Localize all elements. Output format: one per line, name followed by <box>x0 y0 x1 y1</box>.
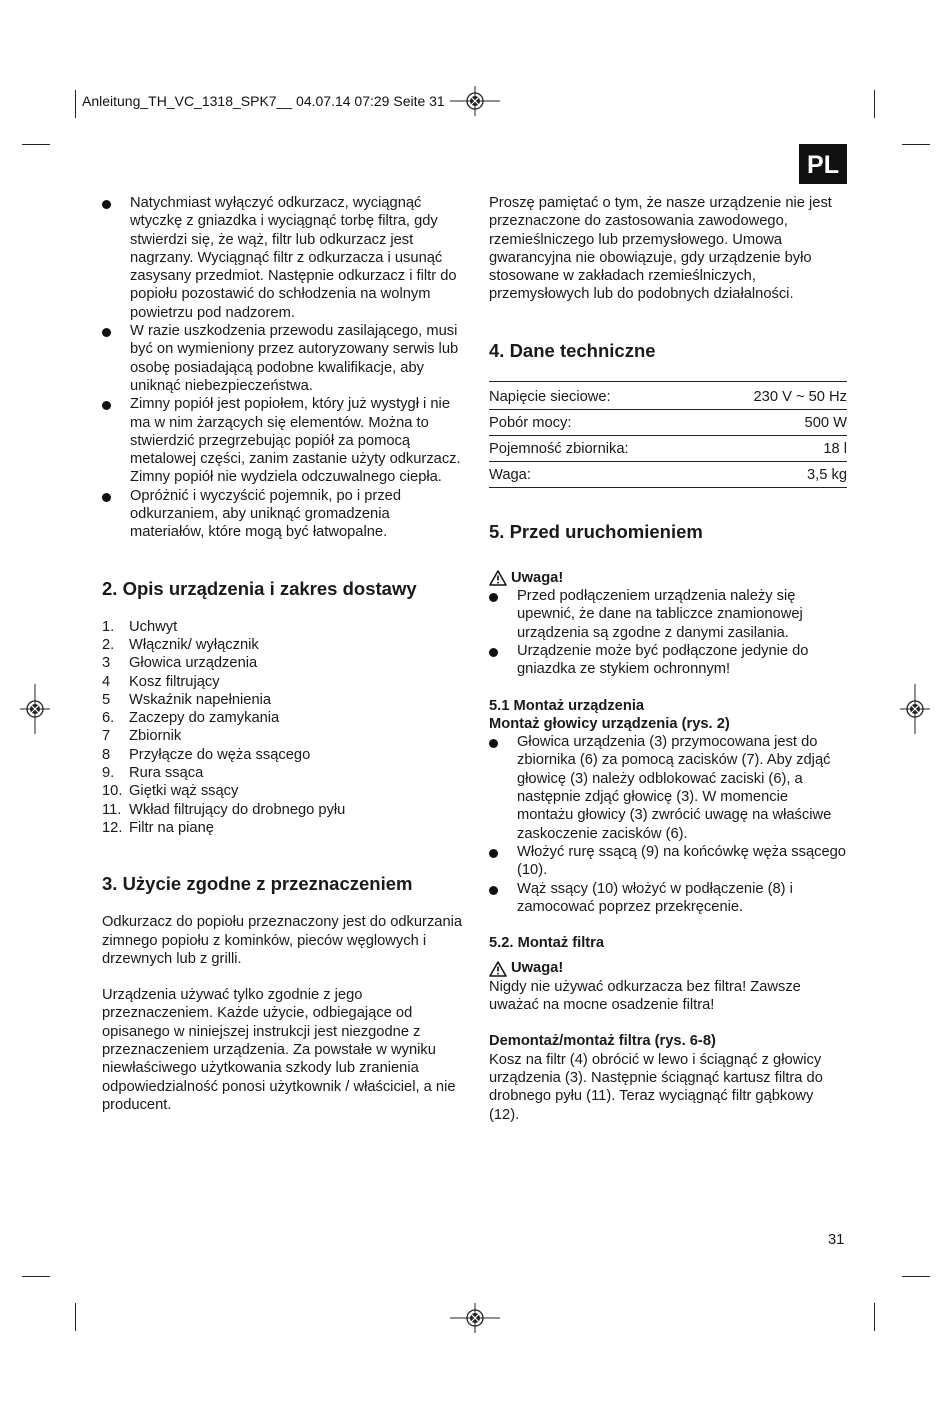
subsection-5-1-heading: 5.1 Montaż urządzenia <box>489 697 645 714</box>
right-column <box>489 194 847 1124</box>
list-item: 10. Giętki wąż ssący <box>102 783 239 800</box>
section-5-heading: 5. Przed uruchomieniem <box>489 520 703 542</box>
tech-data-table <box>489 381 847 488</box>
list-item: Głowica urządzenia (3) przymocowana jest do zbiornika (6) za pomocą zacisków (7). Aby zdjąć głowicę (3) należy odblokować zaciski (6), a następnie zdjąć głowicę (3). W momencie montażu głowicy (3) zwrócić uwagę na właściwe zaskoczenie zacisków (6). <box>489 733 847 843</box>
warning-label: Uwaga! <box>489 959 847 977</box>
section-2-heading: 2. Opis urządzenia i zakres dostawy <box>102 577 417 599</box>
list-item: Wąż ssący (10) włożyć w podłączenie (8) i zamocować poprzez przekręcenie. <box>489 880 847 917</box>
list-item <box>102 487 464 542</box>
bullet-icon <box>489 886 498 895</box>
list-item <box>102 395 464 486</box>
list-item: 11. Wkład filtrujący do drobnego pyłu <box>102 801 346 818</box>
bullet-icon <box>489 593 498 602</box>
crop-mark <box>902 1276 930 1277</box>
left-column <box>102 194 464 1114</box>
list-item: 7 Zbiornik <box>102 728 182 745</box>
crop-mark <box>902 144 930 145</box>
registration-mark-icon <box>450 86 500 116</box>
list-item: 2. Włącznik/ wyłącznik <box>102 636 259 653</box>
registration-mark-icon <box>900 684 930 734</box>
section-4-heading: 4. Dane techniczne <box>489 339 656 361</box>
bullet-icon <box>102 200 111 209</box>
subsection-5-2-heading: 5.2. Montaż filtra <box>489 935 605 952</box>
crop-mark <box>75 90 76 118</box>
crop-mark <box>874 90 875 118</box>
registration-mark-icon <box>20 684 50 734</box>
warning-triangle-icon <box>489 570 507 586</box>
list-item: 8 Przyłącze do węża ssącego <box>102 746 311 763</box>
crop-mark <box>22 1276 50 1277</box>
bullet-icon <box>102 328 111 337</box>
language-badge: PL <box>799 144 847 184</box>
list-item: Urządzenie może być podłączone jedynie do gniazdka ze stykiem ochronnym! <box>489 642 847 679</box>
filter-paragraph: Kosz na filtr (4) obrócić w lewo i ściągnąć z głowicy urządzenia (3). Następnie ściągnąć kartusz filtra do drobnego pyłu (11). Teraz wyciągnąć filtr gąbkowy (12). <box>489 1051 823 1123</box>
list-item: 4 Kosz filtrujący <box>102 673 220 690</box>
subsection-5-1-subheading: Montaż głowicy urządzenia (rys. 2) <box>489 715 730 732</box>
list-item <box>102 322 464 395</box>
bullet-text: Natychmiast wyłączyć odkurzacz, wyciągnąć wtyczkę z gniazdka i wyciągnąć torbę filtra, gdy stwierdzi się, że wąż, filtr lub odkurzacz jest nagrzany. Wyciągnąć filtr z odkurzacza i usunąć zasysany przedmiot. Następnie odkurzacz i filtr do popiołu pozostawić do schłodzenia na wolnym powietrzu pod nadzorem. <box>130 195 457 321</box>
bullet-icon <box>489 648 498 657</box>
warning-text: Nigdy nie używać odkurzacza bez filtra! Zawsze uważać na mocne osadzenie filtra! <box>489 978 801 1014</box>
page-number: 31 <box>828 1232 845 1248</box>
bullet-text: Opróżnić i wyczyścić pojemnik, po i przed odkurzaniem, aby uniknąć gromadzenia materiałów, które mogą być łatwopalne. <box>130 487 401 541</box>
warning-triangle-icon <box>489 961 507 977</box>
intro-paragraph: Proszę pamiętać o tym, że nasze urządzenie nie jest przeznaczone do zastosowania zawodowego, rzemieślniczego lub przemysłowego. Umowa gwarancyjna nie obowiązuje, gdy urządzenie było stosowane w zakładach rzemieślniczych, przemysłowych lub do podobnych działalności. <box>489 195 832 303</box>
crop-mark <box>874 1303 875 1331</box>
list-item: 6. Zaczepy do zamykania <box>102 710 280 727</box>
parts-list <box>102 618 464 838</box>
crop-mark <box>75 1303 76 1331</box>
crop-mark <box>22 144 50 145</box>
table-row: Napięcie sieciowe: 230 V ~ 50 Hz <box>489 381 847 409</box>
list-item: Włożyć rurę ssącą (9) na końcówkę węża ssącego (10). <box>489 843 847 880</box>
bullet-icon <box>102 401 111 410</box>
usage-paragraph: Urządzenia używać tylko zgodnie z jego przeznaczeniem. Każde użycie, odbiegające od opisanego w niniejszej instrukcji jest niezgodne z przeznaczeniem urządzenia. Za powstałe w wyniku niewłaściwego użytkowania szkody lub zranienia odpowiedzialność ponosi użytkownik / właściciel, a nie producent. <box>102 987 456 1113</box>
bullet-icon <box>102 493 111 502</box>
registration-mark-icon <box>450 1303 500 1333</box>
table-row: Pojemność zbiornika: 18 l <box>489 435 847 461</box>
bullet-icon <box>489 739 498 748</box>
list-item: 5 Wskaźnik napełnienia <box>102 691 272 708</box>
list-item: 9. Rura ssąca <box>102 765 204 782</box>
list-item: 3 Głowica urządzenia <box>102 655 258 672</box>
list-item: 1. Uchwyt <box>102 618 178 635</box>
list-item: Przed podłączeniem urządzenia należy się upewnić, że dane na tabliczce znamionowej urządzenia są zgodne z danymi zasilania. <box>489 587 847 642</box>
filter-subheading: Demontaż/montaż filtra (rys. 6-8) <box>489 1033 716 1050</box>
section-3-heading: 3. Użycie zgodne z przeznaczeniem <box>102 873 413 895</box>
table-row: Waga: 3,5 kg <box>489 461 847 487</box>
list-item <box>102 194 464 322</box>
file-info-header: Anleitung_TH_VC_1318_SPK7__ 04.07.14 07:29 Seite 31 <box>82 93 445 109</box>
bullet-text: W razie uszkodzenia przewodu zasilającego, musi być on wymieniony przez autoryzowany serwis lub osobę posiadającą podobne kwalifikacje, aby uniknąć niebezpieczeństwa. <box>130 323 459 394</box>
list-item: 12. Filtr na pianę <box>102 819 214 836</box>
warning-label: Uwaga! <box>489 569 847 587</box>
usage-paragraph: Odkurzacz do popiołu przeznaczony jest do odkurzania zimnego popiołu z kominków, pieców węglowych i drzewnych lub z grilli. <box>102 914 463 967</box>
bullet-icon <box>489 849 498 858</box>
bullet-text: Zimny popiół jest popiołem, który już wystygł i nie ma w nim żarzących się elementów. Można to stwierdzić przegrzebując popiół za pomocą metalowej części, zanim zastanie użyty odkurzacz. Zimny popiół nie wydziela odczuwalnego ciepła. <box>130 396 461 486</box>
table-row: Pobór mocy: 500 W <box>489 409 847 435</box>
